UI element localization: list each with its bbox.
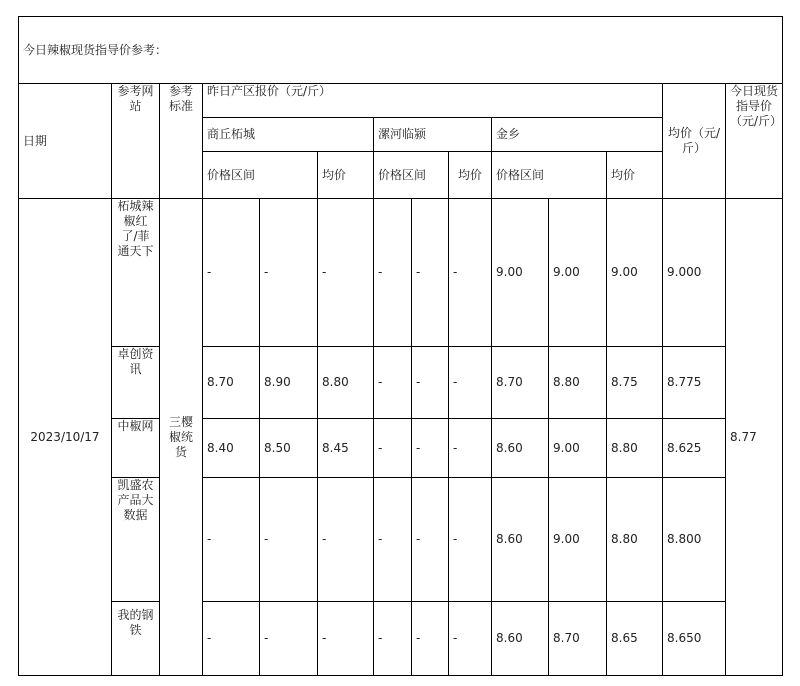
shangqiu-avg-header: 均价 xyxy=(318,152,374,199)
header-standard: 参考标准 xyxy=(160,84,203,199)
row-average: 8.800 xyxy=(663,478,726,602)
jinxiang-high: 9.00 xyxy=(549,419,607,478)
shangqiu-high: - xyxy=(260,199,318,347)
table-title: 今日辣椒现货指导价参考： xyxy=(19,17,783,84)
table-row xyxy=(19,478,783,602)
luohe-low: - xyxy=(374,419,412,478)
jinxiang-avg: 8.80 xyxy=(607,419,663,478)
date-cell: 2023/10/17 xyxy=(19,199,112,676)
row-average: 8.775 xyxy=(663,347,726,419)
site-cell: 我的钢铁 xyxy=(112,602,160,676)
header-site: 参考网站 xyxy=(112,84,160,199)
shangqiu-avg: - xyxy=(318,602,374,676)
shangqiu-avg: 8.80 xyxy=(318,347,374,419)
jinxiang-avg: 8.80 xyxy=(607,478,663,602)
shangqiu-low: 8.40 xyxy=(203,419,260,478)
luohe-avg: - xyxy=(449,602,492,676)
luohe-high: - xyxy=(412,347,449,419)
shangqiu-avg: 8.45 xyxy=(318,419,374,478)
site-cell: 柘城辣椒红了/菲通天下 xyxy=(112,199,160,347)
site-cell: 凯盛农产品大数据 xyxy=(112,478,160,602)
jinxiang-avg-header: 均价 xyxy=(607,152,663,199)
jinxiang-avg: 8.75 xyxy=(607,347,663,419)
table-row xyxy=(19,347,783,419)
jinxiang-avg: 9.00 xyxy=(607,199,663,347)
jinxiang-low: 8.70 xyxy=(492,347,549,419)
shangqiu-low: - xyxy=(203,199,260,347)
luohe-high: - xyxy=(412,478,449,602)
jinxiang-high: 8.80 xyxy=(549,347,607,419)
standard-cell: 三樱椒统货 xyxy=(160,199,203,676)
shangqiu-range-header: 价格区间 xyxy=(203,152,318,199)
jinxiang-high: 9.00 xyxy=(549,478,607,602)
jinxiang-low: 8.60 xyxy=(492,602,549,676)
header-yesterday-quote: 昨日产区报价（元/斤） xyxy=(203,84,663,118)
site-cell: 中椒网 xyxy=(112,419,160,478)
jinxiang-avg: 8.65 xyxy=(607,602,663,676)
luohe-avg: - xyxy=(449,478,492,602)
shangqiu-avg: - xyxy=(318,478,374,602)
row-average: 8.625 xyxy=(663,419,726,478)
shangqiu-high: - xyxy=(260,478,318,602)
luohe-low: - xyxy=(374,347,412,419)
row-average: 8.650 xyxy=(663,602,726,676)
shangqiu-low: - xyxy=(203,602,260,676)
region-luohe: 漯河临颍 xyxy=(374,118,492,152)
table-row xyxy=(19,602,783,676)
luohe-low: - xyxy=(374,602,412,676)
luohe-avg-header: 均价 xyxy=(449,152,492,199)
table-row xyxy=(19,199,783,347)
price-table xyxy=(18,16,783,676)
table-row xyxy=(19,419,783,478)
shangqiu-high: 8.50 xyxy=(260,419,318,478)
jinxiang-low: 9.00 xyxy=(492,199,549,347)
luohe-avg: - xyxy=(449,347,492,419)
shangqiu-high: 8.90 xyxy=(260,347,318,419)
luohe-range-header: 价格区间 xyxy=(374,152,449,199)
shangqiu-low: - xyxy=(203,478,260,602)
jinxiang-low: 8.60 xyxy=(492,478,549,602)
today-price-cell: 8.77 xyxy=(726,199,783,676)
row-average: 9.000 xyxy=(663,199,726,347)
jinxiang-low: 8.60 xyxy=(492,419,549,478)
site-cell: 卓创资讯 xyxy=(112,347,160,419)
jinxiang-high: 9.00 xyxy=(549,199,607,347)
luohe-low: - xyxy=(374,478,412,602)
header-date: 日期 xyxy=(19,84,112,199)
header-average: 均价（元/斤） xyxy=(663,84,726,199)
jinxiang-range-header: 价格区间 xyxy=(492,152,607,199)
shangqiu-high: - xyxy=(260,602,318,676)
luohe-low: - xyxy=(374,199,412,347)
luohe-high: - xyxy=(412,602,449,676)
shangqiu-low: 8.70 xyxy=(203,347,260,419)
header-today-price: 今日现货指导价（元/斤） xyxy=(726,84,783,199)
luohe-high: - xyxy=(412,199,449,347)
luohe-avg: - xyxy=(449,199,492,347)
jinxiang-high: 8.70 xyxy=(549,602,607,676)
luohe-avg: - xyxy=(449,419,492,478)
shangqiu-avg: - xyxy=(318,199,374,347)
region-shangqiu: 商丘柘城 xyxy=(203,118,374,152)
region-jinxiang: 金乡 xyxy=(492,118,663,152)
luohe-high: - xyxy=(412,419,449,478)
